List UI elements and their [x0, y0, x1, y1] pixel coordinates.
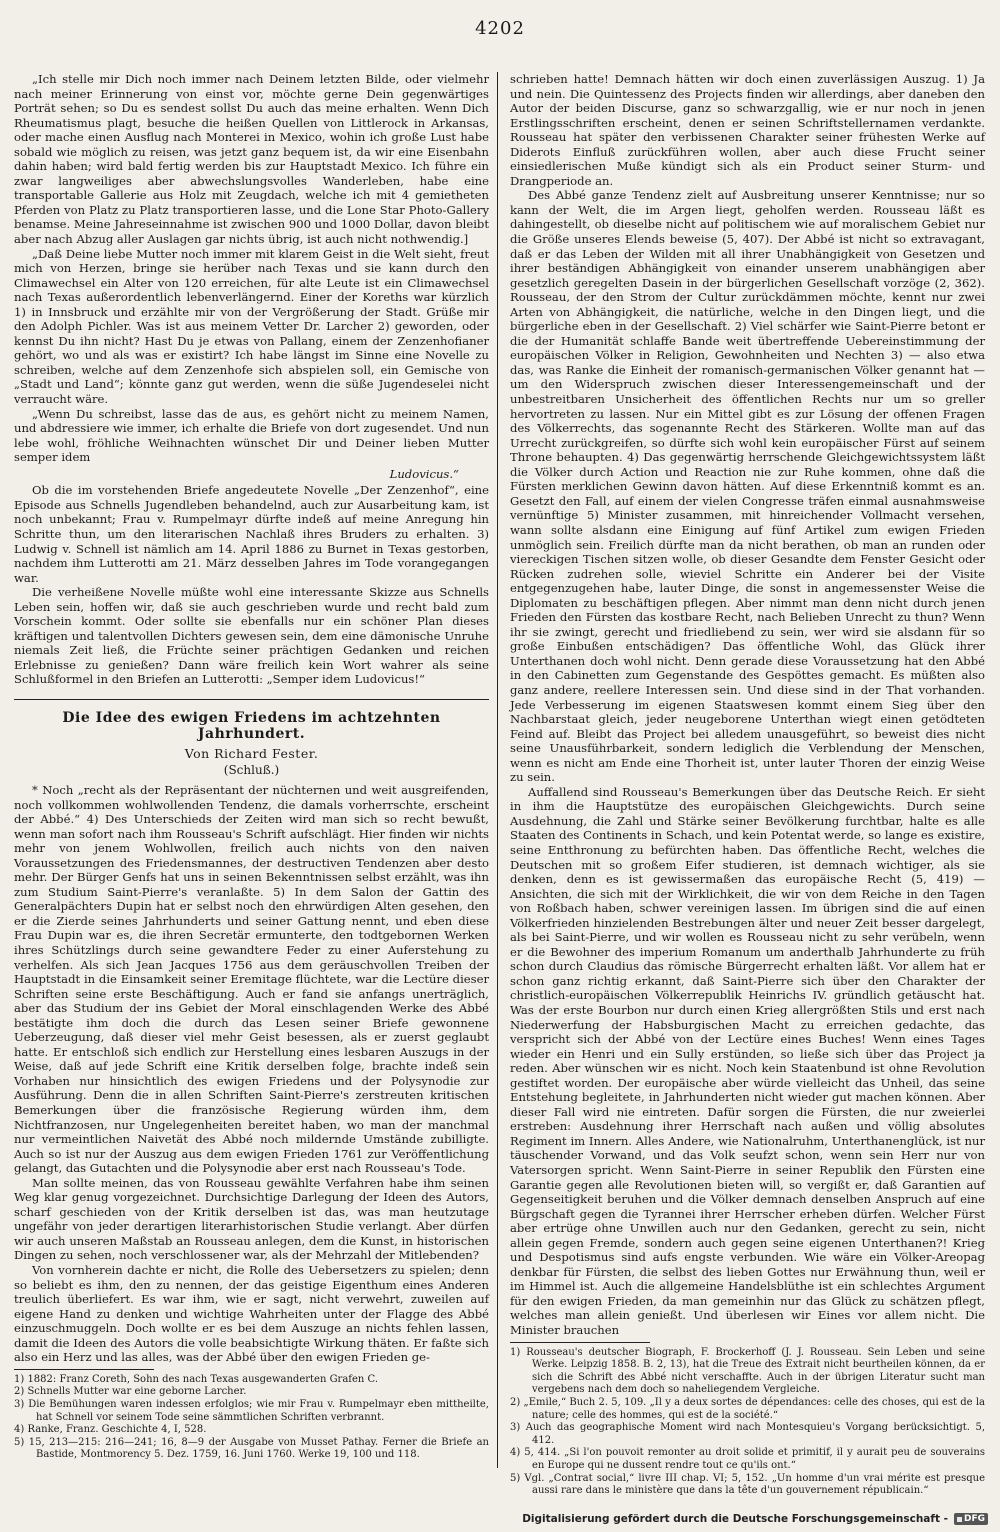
footnote: 4) 5, 414. „Si l'on pouvoit remonter au droit solide et primitif, il y aurait peu de souverains en Europe qui ne dussent rendre tout ce qu'ils ont.“ [510, 1447, 985, 1471]
article-part: (Schluß.) [223, 762, 280, 777]
footnote-rule [510, 1342, 650, 1343]
footer-text: Digitalisierung gefördert durch die Deutsche Forschungsgemeinschaft - [522, 1513, 948, 1525]
left-column [14, 72, 489, 1468]
letter-signature: Ludovicus.“ [389, 466, 459, 481]
right-paragraph-3: Auffallend sind Rousseau's Bemerkungen über das Deutsche Reich. Er sieht in ihm die Hauptstütze des europäischen Gleichgewichts. Durch seine Ausdehnung, die Zahl und Stärke seiner Bevölkerung furchtbar, halte es alle Staaten des Continents in Schach, und kein Potentat werde, so lange es existire, seine Entthronung zu befürchten haben. Das öffentliche Recht, welches die Deutschen mit so großem Eifer studieren, ist demnach wichtiger, als sie denken, denn es ist gewissermaßen das europäische Recht (5, 419) — Ansichten, die sich mit der Wirklichkeit, die wir von dem Reiche in den Tagen von Roßbach haben, schwer vereinigen lassen. Im übrigen sind die auf einen Völkerfrieden hinzielenden Bestrebungen älter und neuer Zeit besser dargelegt, als bei Saint-Pierre, und wir wollen es Rousseau nicht zu sehr verübeln, wenn er die Bewohner des imperium Romanum um anderthalb Jahrhunderte zu früh schon durch Claudius das römische Bürgerrecht erhalten läßt. Vor allem hat er schon ganz richtig erkannt, daß Saint-Pierre sich über den Charakter der christlich-europäischen Völkerrepublik Heinrichs IV. gründlich getäuscht hat. Was der erste Bourbon nur durch einen Krieg allergrößten Stils und erst nach Niederwerfung der Habsburgischen Macht zu erreichen gedachte, das verspricht sich der Abbé von der Lectüre eines Buches! Wenn eines Tages wieder ein Henri und ein Sully erstünden, so ließe sich über das Project ja reden. Aber wünschen wir es nicht. Noch kein Staatenbund ist ohne Revolution gestiftet worden. Der europäische aber würde vielleicht das Unheil, das seine Entstehung begleitete, in Jahrhunderten nicht wieder gut machen können. Aber dieser Fall wird nie eintreten. Dafür sorgen die Fürsten, die nur zweierlei erstreben: Ausdehnung ihrer Herrschaft nach außen und völlig absolutes Regiment im Innern. Alles Andere, wie Nationalruhm, Unterthanenglück, ist nur täuschender Vorwand, und das Volk seufzt schon, wenn sein Herr nur von Vatersorgen spricht. Wenn Saint-Pierre in seiner Republik den Fürsten eine Garantie gegen alle Revolutionen bieten will, so vergißt er, daß Garantien auf Gegenseitigkeit beruhen und die Völker demnach denselben Anspruch auf eine Bürgschaft gegen die Tyrannei ihrer Herrscher erheben dürfen. Welcher Fürst aber ertrüge ohne Unwillen auch nur den Gedanken, gerecht zu sein, nicht allein gegen Fremde, sondern auch gegen seine eigenen Unterthanen?! Krieg und Despotismus sind aufs engste verbunden. Wie wäre ein Völker-Areopag denkbar für Fürsten, die selbst des lieben Gottes nur Erwähnung thun, weil er im Himmel ist. Auch die allgemeine Handelsblüthe ist ein schlechtes Argument für den ewigen Frieden, da man gemeinhin nur das Glück zu schätzen pflegt, welches man allein genießt. Und überlesen wir Eines vor allem nicht. Die Minister brauchen [510, 784, 985, 1338]
article-paragraph-2: Man sollte meinen, das von Rousseau gewählte Verfahren habe ihm seinen Weg klar genug vorgezeichnet. Durchsichtige Darlegung der Ideen des Autors, scharf geschieden von der Kritik derselben ist das, was man heutzutage ungefähr von jeder derartigen literarhistorischen Studie verlangt. Aber dürfen wir auch unseren Maßstab an Rousseau anlegen, dem die Kunst, in historischen Dingen zu sehen, noch verschlossener war, als der Mehrzahl der Mitlebenden? [14, 1175, 489, 1263]
footnote: 5) 15, 213—215: 216—241; 16, 8—9 der Ausgabe von Musset Pathay. Ferner die Briefe an Bastide, Montmorency 5. Dez. 1759, 16. Juni 1760. Werke 19, 100 und 118. [14, 1436, 489, 1461]
letter-paragraph-3: „Wenn Du schreibst, lasse das de aus, es gehört nicht zu meinem Namen, und abdressiere wie immer, ich erhalte die Briefe von dort zugesendet. Und nun lebe wohl, fröhliche Weihnachten wünschet Dir und Deiner lieben Mutter semper idem [14, 406, 489, 465]
letter-paragraph-2: „Daß Deine liebe Mutter noch immer mit klarem Geist in die Welt sieht, freut mich von Herzen, bringe sie herüber nach Texas und sie kann durch den Climawechsel ein Alter von 120 erreichen, für alte Leute ist ein Climawechsel nach Texas außerordentlich lebenverlängernd. Einer der Koreths war kürzlich 1) in Innsbruck und erzählte mir von der Vergrößerung der Stadt. Grüße mir den Adolph Pichler. Was ist aus meinem Vetter Dr. Larcher 2) geworden, oder kennst Du ihn nicht? Hast Du je etwas von Pallang, einem der Zenzenhofianer gehört, wo und als was er existirt? Ich habe längst im Sinne eine Novelle zu schreiben, welche auf dem Zenzenhofe sich abspielen soll, ein Gemische von „Stadt und Land“; könnte ganz gut werden, wenn die süße Jugendeselei nicht verraucht wäre. [14, 246, 489, 407]
footnote: 1) Rousseau's deutscher Biograph, F. Brockerhoff (J. J. Rousseau. Sein Leben und seine Werke. Leipzig 1858. B. 2, 13), hat die Treue des Extrait nicht beurtheilen können, da er sich die Schrift des Abbé nicht verschaffte. Auch in der übrigen Literatur sucht man vergebens nach dem doch so naheliegendem Vergleiche. [510, 1346, 985, 1396]
dfg-logo-label: DFG [963, 1514, 985, 1524]
digitization-footer [0, 1506, 1000, 1532]
commentary-paragraph-1: Ob die im vorstehenden Briefe angedeutete Novelle „Der Zenzenhof“, eine Episode aus Schnells Jugendleben behandelnd, auch zur Ausarbeitung kam, ist noch unbekannt; Frau v. Rumpelmayr dürfte indeß auf meine Anregung hin Schritte thun, um den literarischen Nachlaß ihres Bruders zu erhalten. 3) Ludwig v. Schnell ist nämlich am 14. April 1886 zu Burnet in Texas gestorben, nachdem ihm Lutterotti am 21. März desselben Jahres im Tode vorangegangen war. [14, 483, 489, 585]
footnote: 4) Ranke, Franz. Geschichte 4, I, 528. [14, 1424, 207, 1436]
footnote: 3) Auch das geographische Moment wird nach Montesquieu's Vorgang berücksichtigt. 5, 412. [510, 1422, 985, 1446]
article-paragraph-1: * Noch „recht als der Repräsentant der nüchternen und weit ausgreifenden, noch vollkommen wohlwollenden Tendenz, die damals vorherrschte, erscheint der Abbé.“ 4) Des Unterschieds der Zeiten wird man sich so recht bewußt, wenn man sofort nach ihm Rousseau's Schrift aufschlägt. Hier finden wir nichts mehr von jenem Wohlwollen, freilich auch nichts von den naiven Voraussetzungen des Friedensmannes, der destructiven Tendenzen aber desto mehr. Der Bürger Genfs hat uns in seinen Bekenntnissen selbst erzählt, was ihn zum Studium Saint-Pierre's veranlaßte. 5) In dem Salon der Gattin des Generalpächters Dupin hat er selbst noch den ehrwürdigen Alten gesehen, den er die Zierde seines Jahrhunderts und seiner Gattung nennt, und eben diese Frau Dupin war es, die ihren Secretär ermunterte, den todtgebornen Werken ihres Schützlings durch seine gewandtere Feder zu einer Auferstehung zu verhelfen. Als sich Jean Jacques 1756 aus dem geräuschvollen Treiben der Hauptstadt in die Einsamkeit seiner Eremitage flüchtete, war die Lectüre dieser Schriften seine erste Beschäftigung. Auch er fand sie anfangs unerträglich, aber das Studium der ins Gebiet der Moral einschlagenden Werke des Abbé bestätigte ihm doch die durch das Lesen seiner Briefe gewonnene Ueberzeugung, daß dieser viel mehr Geist besessen, als er zuerst geglaubt hatte. Er entschloß sich endlich zur Herstellung eines lesbaren Auszugs in der Weise, daß auf jede Schrift eine Kritik derselben folge, brachte indeß sein Vorhaben nur hinsichtlich des ewigen Friedens und der Polysynodie zur Ausführung. Denn die in allen Schriften Saint-Pierre's zerstreuten kritischen Bemerkungen über die französische Regierung würden ihm, dem Nichtfranzosen, nur Ungelegenheiten bereitet haben, wo man der manchmal nur vermeintlichen Naivetät des Abbé noch mildernde Umstände zubilligte. Auch so ist nur der Auszug aus dem ewigen Frieden 1761 zur Veröffentlichung gelangt, das Gutachten und die Polysynodie aber erst nach Rousseau's Tode. [14, 782, 489, 1176]
article-paragraph-3: Von vornherein dachte er nicht, die Rolle des Uebersetzers zu spielen; denn so beliebt es ihm, den zu nennen, der das geistige Eigenthum eines Anderen treulich überliefert. Es war ihm, wie er sagt, nicht verwehrt, zuweilen auf eigene Hand zu denken und wichtige Wahrheiten unter der Flagge des Abbé einzuschmuggeln. Doch wollte er es bei dem Auszuge an nichts fehlen lassen, damit die Ideen des Autors die volle beabsichtigte Wirkung thäten. Er faßte sich also ein Herz und las alles, was der Abbé über den ewigen Frieden ge- [14, 1263, 489, 1365]
article-author: Von Richard Fester. [184, 745, 319, 761]
footnote: 2) Schnells Mutter war eine geborne Larcher. [14, 1386, 247, 1398]
footnote: 3) Die Bemühungen waren indessen erfolglos; wie mir Frau v. Rumpelmayr eben mittheilte, hat Schnell vor seinem Tode seine sämmtlichen Schriften verbrannt. [14, 1399, 489, 1423]
footnote: 5) Vgl. „Contrat social,“ livre III chap. VI; 5, 152. „Un homme d'un vrai mérite est presque aussi rare dans le ministère que dans la tête d'un gouvernement républicain.“ [510, 1472, 985, 1497]
footnote: 1) 1882: Franz Coreth, Sohn des nach Texas ausgewanderten Grafen C. [14, 1373, 379, 1385]
right-column [510, 72, 985, 1497]
section-divider [14, 699, 489, 700]
logo-square-icon [957, 1517, 962, 1522]
right-paragraph-2: Des Abbé ganze Tendenz zielt auf Ausbreitung unserer Kenntnisse; nur so kann der Welt, die im Argen liegt, geholfen werden. Rousseau läßt es dahingestellt, ob dieselbe nicht auf politischem wie auf moralischem Gebiet nur die Größe unseres Elends beweise (5, 407). Der Abbé ist nicht so extravagant, daß er das Leben der Wilden mit all ihrer Unabhängigkeit von Gesetzen und ihrer beständigen Abhängigkeit von einander unserem unabhängigen aber gesetzlich geregelten Dasein in der bürgerlichen Gesellschaft vorzöge (2, 362). Rousseau, der den Strom der Cultur zurückdämmen möchte, kennt nur zwei Arten von Abhängigkeit, die natürliche, welche in den Dingen liegt, und die bürgerliche eben in der Gesellschaft. 2) Viel schärfer wie Saint-Pierre betont er die der Humanität schlaffe Bande weit übertreffende Uebereinstimmung der europäischen Völker in Religion, Gewohnheiten und Nechten 3) — also etwa das, was Ranke die Einheit der romanisch-germanischen Völker genannt hat — um den Widerspruch zwischen dieser Interessengemeinschaft und der unbestreitbaren Unsicherheit des öffentlichen Rechts nur um so greller hervortreten zu lassen. Nur ein Mittel gibt es zur Lösung der offenen Fragen des Völkerrechts, das sogenannte Recht des Stärkeren. Wollte man auf das Urrecht zurückgreifen, so dürfte sich wohl kein europäischer Fürst auf seinem Throne behaupten. 4) Das gegenwärtig herrschende Gleichgewichtssystem läßt die Völker durch Action und Reaction nie zur Ruhe kommen, ohne daß die Fürsten merklichen Gewinn davon hätten. Auf diese Erkenntniß kommt es an. Gesetzt den Fall, auf einem der vielen Congresse träfen einmal ausnahmsweise vernünftige 5) Minister zusammen, mit hinreichender Vollmacht versehen, wann sollte alsdann eine Einigung auf fünf Artikel zum ewigen Frieden unmöglich sein. Freilich dürfte man da nicht berathen, ob man an runden oder viereckigen Tischen sitzen wolle, ob dieser Gesandte dem Fenster Gesicht oder Rücken zudrehen solle, wieviel Schritte ein Anderer bei der Visite entgegenzugehen habe, lauter Dinge, die sonst in angemessenster Weise die Diplomaten zu beschäftigen pflegen. Aber nimmt man denn nicht durch jenen Frieden den Fürsten das kostbare Recht, nach Belieben Unrecht zu thun? Wenn ihr sie zwingt, gerecht und friedliebend zu sein, wer wird sie alsdann für so große Einbußen entschädigen? Das öffentliche Wohl, das Glück ihrer Unterthanen doch wohl nicht. Denn gerade diese Voraussetzung hat den Abbé in den Cabinetten zum Gegenstande des Gespöttes gemacht. Es müßten also ganz andere, reellere Interessen sein. Und diese sind in der That vorhanden. Jede Verbesserung im eigenen Staatswesen kommt einem Sieg über den Nachbarstaat gleich, jeder neugeborene Unterthan wiegt einen getödteten Feind auf. Bleibt das Project bei alledem unausgeführt, so beweist dies nicht seine Unausführbarkeit, sondern lediglich die Verblendung der Menschen, wenn es nicht am Ende eine Thorheit ist, unter lauter Thoren der einzig Weise zu sein. [510, 188, 985, 785]
article-title: Die Idee des ewigen Friedens im achtzehnten Jahrhundert. [62, 709, 441, 742]
dfg-logo-icon [954, 1513, 988, 1525]
footnote: 2) „Emile,“ Buch 2. 5, 109. „Il y a deux sortes de dépendances: celle des choses, qui est de la nature; celle des hommes, qui est de la société.“ [510, 1396, 985, 1421]
footnote-rule [14, 1369, 154, 1370]
column-divider [497, 72, 498, 1468]
letter-paragraph-1: „Ich stelle mir Dich noch immer nach Deinem letzten Bilde, oder vielmehr nach meiner Erinnerung von einst vor, möchte gerne Dein gegenwärtiges Porträt sehen; so Du es sendest sollst Du auch das meine erhalten. Wenn Dich Rheumatismus plagt, besuche die heißen Quellen von Littlerock in Arkansas, oder mache einen Ausflug nach Monterei in Mexico, wohin ich große Lust habe sobald wie möglich zu reisen, was jetzt ganz bequem ist, da wir eine Eisenbahn dahin haben; wird bald fertig werden bis zur Hauptstadt Mexico. Ich führe ein zwar langweiliges aber abwechslungsvolles Wanderleben, habe eine transportable Gallerie aus Holz mit Zeugdach, welche ich mit 4 gemietheten Pferden von Platz zu Platz transportieren lasse, und die Lone Star Photo-Gallery benamse. Meine Jahreseinnahme ist zwischen 900 und 1000 Dollar, davon bleibt aber nach Abzug aller Auslagen gar nichts übrig, ist auch nicht nothwendig.] [14, 72, 489, 247]
commentary-paragraph-2: Die verheißene Novelle müßte wohl eine interessante Skizze aus Schnells Leben sein, hoffen wir, daß sie auch geschrieben wurde und recht bald zum Vorschein kommt. Oder sollte sie ebenfalls nur ein schöner Plan dieses kräftigen und talentvollen Dichters gewesen sein, dem eine dämonische Unruhe niemals Zeit ließ, die Früchte seiner prächtigen Gedanken und reichen Erlebnisse zu genießen? Dann wäre freilich kein Wort wahrer als seine Schlußformel in den Briefen an Lutterotti: „Semper idem Ludovicus!“ [14, 585, 489, 687]
page-number: 4202 [475, 18, 525, 39]
right-paragraph-1: schrieben hatte! Demnach hätten wir doch einen zuverlässigen Auszug. 1) Ja und nein. Die Quintessenz des Projects finden wir allerdings, aber daneben den Autor der beiden Discurse, ganz so schwarzgallig, wie er nur noch in jenen Erstlingsschriften erscheint, denen er seinen Schriftstellernamen verdankte. Rousseau hat später den verbissenen Charakter seiner frühesten Werke auf Diderots Einfluß zurückführen wollen, aber auch diese Frucht seiner einsiedlerischen Muße kündigt sich als ein Product seiner Sturm- und Drangperiode an. [510, 72, 985, 188]
